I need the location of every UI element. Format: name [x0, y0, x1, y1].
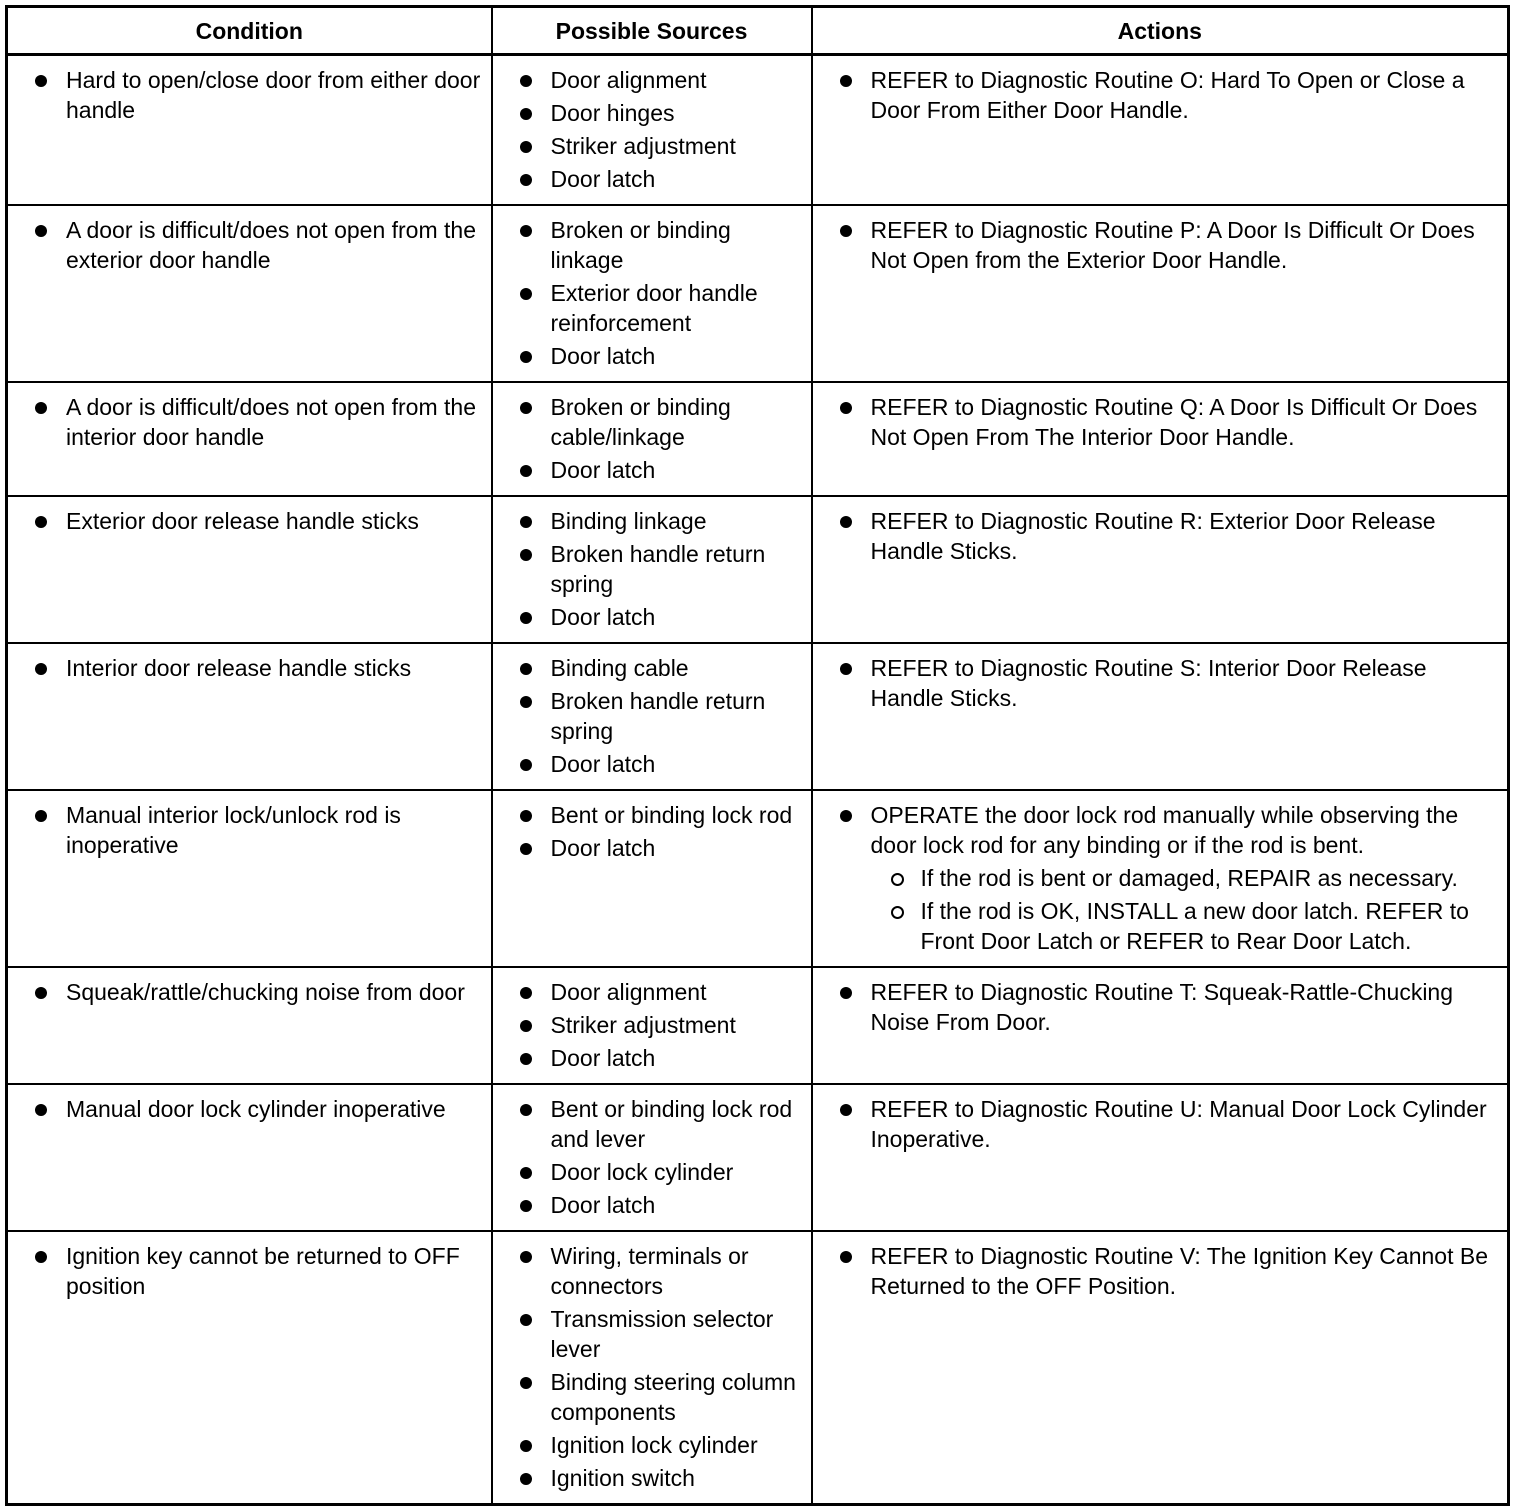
condition-item-text: A door is difficult/does not open from the exterior door handle	[66, 217, 476, 273]
action-item-text: REFER to Diagnostic Routine O: Hard To Open or Close a Door From Either Door Handle.	[870, 67, 1465, 123]
condition-cell	[7, 382, 492, 496]
source-item	[493, 1094, 807, 1154]
bullet-icon	[520, 1473, 532, 1485]
action-item	[813, 800, 1504, 956]
source-item-text: Door hinges	[550, 100, 675, 126]
source-item-text: Wiring, terminals or connectors	[550, 1243, 749, 1299]
source-item	[493, 1463, 807, 1493]
bullet-icon	[520, 759, 532, 771]
source-item-text: Bent or binding lock rod and lever	[550, 1096, 793, 1152]
source-item-text: Binding steering column components	[550, 1369, 796, 1425]
source-item-text: Broken or binding linkage	[550, 217, 731, 273]
source-item-text: Broken handle return spring	[550, 688, 766, 744]
source-item-text: Door latch	[550, 343, 656, 369]
source-item	[493, 833, 807, 863]
condition-cell	[7, 55, 492, 206]
header-possible-sources: Possible Sources	[492, 7, 812, 55]
source-item-text: Exterior door handle reinforcement	[550, 280, 758, 336]
source-item	[493, 65, 807, 95]
source-item	[493, 1043, 807, 1073]
action-item-text: REFER to Diagnostic Routine S: Interior Door Release Handle Sticks.	[870, 655, 1427, 711]
source-item-text: Door latch	[550, 166, 656, 192]
sources-cell	[492, 1084, 812, 1231]
source-item-text: Striker adjustment	[550, 1012, 736, 1038]
condition-cell	[7, 1084, 492, 1231]
source-item	[493, 1241, 807, 1301]
bullet-icon	[35, 810, 47, 822]
bullet-icon	[520, 843, 532, 855]
action-item-text: REFER to Diagnostic Routine T: Squeak-Rattle-Chucking Noise From Door.	[870, 979, 1454, 1035]
source-item-text: Door latch	[550, 751, 656, 777]
table-row	[7, 496, 1509, 643]
header-condition: Condition	[7, 7, 492, 55]
condition-cell	[7, 496, 492, 643]
condition-item-text: Exterior door release handle sticks	[66, 508, 419, 534]
bullet-icon	[35, 663, 47, 675]
bullet-icon	[520, 810, 532, 822]
table-row	[7, 643, 1509, 790]
bullet-icon	[520, 402, 532, 414]
source-item	[493, 506, 807, 536]
source-item-text: Binding linkage	[550, 508, 707, 534]
source-item	[493, 1430, 807, 1460]
bullet-icon	[840, 75, 852, 87]
bullet-icon	[840, 987, 852, 999]
actions-cell	[812, 205, 1509, 382]
source-item-text: Door latch	[550, 1192, 656, 1218]
action-item	[813, 506, 1504, 566]
bullet-icon	[520, 351, 532, 363]
bullet-icon	[520, 288, 532, 300]
symptom-chart-table	[5, 5, 1510, 1506]
condition-item-text: A door is difficult/does not open from the interior door handle	[66, 394, 476, 450]
source-item	[493, 653, 807, 683]
source-item-text: Broken or binding cable/linkage	[550, 394, 731, 450]
bullet-icon	[35, 987, 47, 999]
condition-item	[8, 1241, 487, 1301]
bullet-icon	[520, 1104, 532, 1116]
action-item	[813, 1241, 1504, 1301]
condition-item	[8, 653, 487, 683]
condition-cell	[7, 205, 492, 382]
table-row	[7, 790, 1509, 967]
bullet-icon	[840, 1104, 852, 1116]
source-item-text: Ignition switch	[550, 1465, 695, 1491]
actions-cell	[812, 790, 1509, 967]
actions-cell	[812, 1231, 1509, 1505]
actions-cell	[812, 967, 1509, 1084]
source-item	[493, 1157, 807, 1187]
action-item	[813, 977, 1504, 1037]
bullet-icon	[35, 1251, 47, 1263]
condition-item	[8, 506, 487, 536]
hollow-bullet-icon	[891, 906, 904, 919]
action-item	[813, 215, 1504, 275]
bullet-icon	[520, 549, 532, 561]
table-row	[7, 55, 1509, 206]
condition-item	[8, 65, 487, 125]
condition-item	[8, 215, 487, 275]
bullet-icon	[520, 1167, 532, 1179]
bullet-icon	[520, 1053, 532, 1065]
source-item	[493, 1367, 807, 1427]
sources-cell	[492, 967, 812, 1084]
condition-item	[8, 1094, 487, 1124]
bullet-icon	[520, 75, 532, 87]
source-item-text: Transmission selector lever	[550, 1306, 774, 1362]
source-item	[493, 341, 807, 371]
condition-item-text: Interior door release handle sticks	[66, 655, 412, 681]
condition-cell	[7, 790, 492, 967]
bullet-icon	[840, 225, 852, 237]
condition-item-text: Manual interior lock/unlock rod is inoperative	[66, 802, 401, 858]
bullet-icon	[840, 1251, 852, 1263]
condition-item	[8, 977, 487, 1007]
bullet-icon	[840, 810, 852, 822]
bullet-icon	[520, 141, 532, 153]
actions-cell	[812, 1084, 1509, 1231]
bullet-icon	[520, 108, 532, 120]
action-item	[813, 653, 1504, 713]
actions-cell	[812, 496, 1509, 643]
sources-cell	[492, 1231, 812, 1505]
condition-cell	[7, 1231, 492, 1505]
bullet-icon	[520, 516, 532, 528]
table-row	[7, 967, 1509, 1084]
sources-cell	[492, 55, 812, 206]
source-item	[493, 800, 807, 830]
source-item	[493, 98, 807, 128]
bullet-icon	[840, 402, 852, 414]
action-item-text: REFER to Diagnostic Routine V: The Ignition Key Cannot Be Returned to the OFF Position.	[870, 1243, 1488, 1299]
bullet-icon	[35, 516, 47, 528]
actions-cell	[812, 55, 1509, 206]
table-row	[7, 205, 1509, 382]
table-row	[7, 1084, 1509, 1231]
bullet-icon	[520, 612, 532, 624]
source-item	[493, 455, 807, 485]
sources-cell	[492, 790, 812, 967]
bullet-icon	[35, 1104, 47, 1116]
source-item	[493, 392, 807, 452]
table-row	[7, 1231, 1509, 1505]
source-item	[493, 215, 807, 275]
source-item	[493, 131, 807, 161]
sources-cell	[492, 205, 812, 382]
action-item-text: REFER to Diagnostic Routine P: A Door Is Difficult Or Does Not Open from the Exterior Door Handle.	[870, 217, 1475, 273]
bullet-icon	[35, 225, 47, 237]
condition-cell	[7, 643, 492, 790]
action-item	[813, 392, 1504, 452]
source-item-text: Broken handle return spring	[550, 541, 766, 597]
source-item-text: Bent or binding lock rod	[550, 802, 793, 828]
source-item	[493, 278, 807, 338]
table-row	[7, 382, 1509, 496]
actions-cell	[812, 643, 1509, 790]
bullet-icon	[520, 174, 532, 186]
hollow-bullet-icon	[891, 873, 904, 886]
bullet-icon	[520, 1020, 532, 1032]
bullet-icon	[35, 75, 47, 87]
sources-cell	[492, 496, 812, 643]
action-item	[813, 1094, 1504, 1154]
action-item-text: REFER to Diagnostic Routine U: Manual Door Lock Cylinder Inoperative.	[870, 1096, 1487, 1152]
sub-action-item-text: If the rod is OK, INSTALL a new door latch. REFER to Front Door Latch or REFER to Rear Door Latch.	[920, 898, 1469, 954]
source-item	[493, 1190, 807, 1220]
action-item-text: OPERATE the door lock rod manually while observing the door lock rod for any binding or if the rod is bent.	[870, 802, 1459, 858]
action-item-text: REFER to Diagnostic Routine R: Exterior Door Release Handle Sticks.	[870, 508, 1436, 564]
source-item-text: Door latch	[550, 1045, 656, 1071]
source-item-text: Door latch	[550, 835, 656, 861]
bullet-icon	[520, 1200, 532, 1212]
actions-cell	[812, 382, 1509, 496]
source-item-text: Door alignment	[550, 67, 707, 93]
source-item-text: Ignition lock cylinder	[550, 1432, 758, 1458]
source-item	[493, 749, 807, 779]
sources-cell	[492, 643, 812, 790]
source-item-text: Door latch	[550, 604, 656, 630]
condition-item-text: Manual door lock cylinder inoperative	[66, 1096, 446, 1122]
source-item-text: Door alignment	[550, 979, 707, 1005]
sources-cell	[492, 382, 812, 496]
action-item	[813, 65, 1504, 125]
bullet-icon	[520, 696, 532, 708]
action-item-text: REFER to Diagnostic Routine Q: A Door Is Difficult Or Does Not Open From The Interior Door Handle.	[870, 394, 1478, 450]
bullet-icon	[520, 663, 532, 675]
condition-cell	[7, 967, 492, 1084]
sub-action-item-text: If the rod is bent or damaged, REPAIR as necessary.	[920, 865, 1458, 891]
source-item	[493, 164, 807, 194]
bullet-icon	[840, 663, 852, 675]
condition-item	[8, 800, 487, 860]
source-item-text: Door latch	[550, 457, 656, 483]
sub-action-item	[871, 863, 1504, 893]
source-item	[493, 539, 807, 599]
source-item-text: Striker adjustment	[550, 133, 736, 159]
diagnostic-table-page	[5, 5, 1507, 1506]
bullet-icon	[520, 1251, 532, 1263]
condition-item-text: Hard to open/close door from either door handle	[66, 67, 481, 123]
condition-item-text: Ignition key cannot be returned to OFF position	[66, 1243, 460, 1299]
condition-item	[8, 392, 487, 452]
source-item	[493, 686, 807, 746]
source-item-text: Binding cable	[550, 655, 689, 681]
bullet-icon	[35, 402, 47, 414]
bullet-icon	[520, 1440, 532, 1452]
bullet-icon	[520, 987, 532, 999]
header-actions: Actions	[812, 7, 1509, 55]
bullet-icon	[520, 1314, 532, 1326]
bullet-icon	[520, 225, 532, 237]
source-item-text: Door lock cylinder	[550, 1159, 734, 1185]
bullet-icon	[840, 516, 852, 528]
source-item	[493, 1304, 807, 1364]
sub-action-item	[871, 896, 1504, 956]
table-body	[7, 55, 1509, 1505]
source-item	[493, 602, 807, 632]
source-item	[493, 1010, 807, 1040]
bullet-icon	[520, 465, 532, 477]
header-row	[7, 7, 1509, 55]
bullet-icon	[520, 1377, 532, 1389]
condition-item-text: Squeak/rattle/chucking noise from door	[66, 979, 465, 1005]
source-item	[493, 977, 807, 1007]
